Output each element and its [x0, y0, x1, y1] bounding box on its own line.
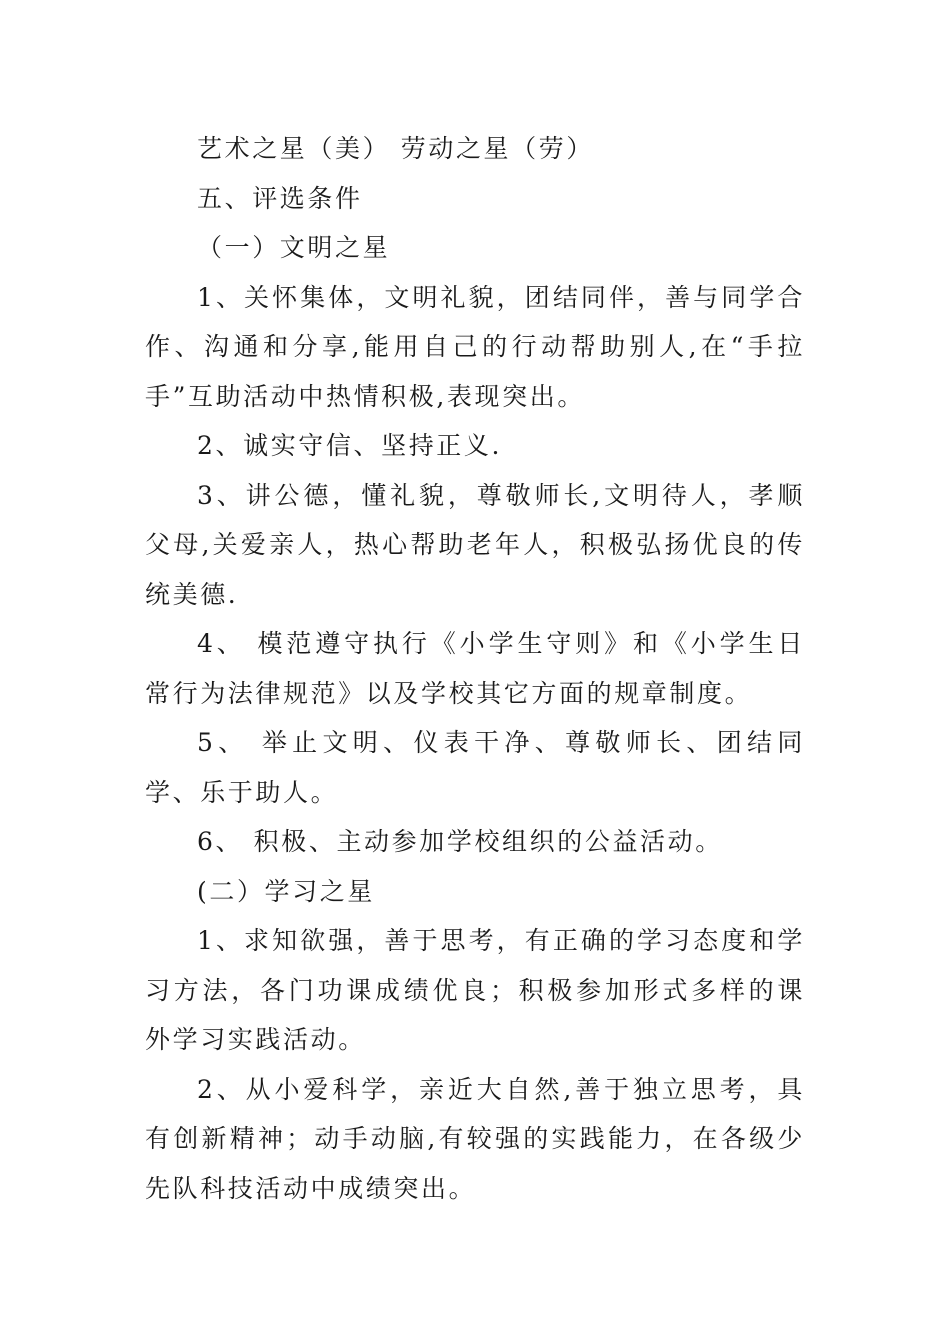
- criteria-item-6: 6、 积极、主动参加学校组织的公益活动。: [197, 827, 723, 856]
- subheading-civility-star: （一）文明之星: [197, 233, 391, 262]
- criteria-item-1: 1、关怀集体，文明礼貌，团结同伴，善与同学合作、沟通和分享,能用自己的行动帮助别人,在“手拉手”互助活动中热情积极,表现突出。: [145, 282, 805, 411]
- learning-criteria-item-2: 2、从小爱科学，亲近大自然,善于独立思考，具有创新精神；动手动脑,有较强的实践能力，在各级少先队科技活动中成绩突出。: [145, 1074, 805, 1203]
- subheading-learning-star: (二）学习之星: [197, 876, 375, 906]
- paragraph-star-categories: 艺术之星（美） 劳动之星（劳）: [197, 134, 594, 163]
- criteria-item-2: 2、诚实守信、坚持正义.: [197, 431, 503, 460]
- learning-criteria-item-1: 1、求知欲强，善于思考，有正确的学习态度和学习方法，各门功课成绩优良；积极参加形式多样的课外学习实践活动。: [145, 926, 805, 1054]
- criteria-item-3: 3、讲公德，懂礼貌，尊敬师长,文明待人，孝顺父母,关爱亲人，热心帮助老年人，积极弘扬优良的传统美德.: [145, 480, 805, 609]
- criteria-item-4: 4、 模范遵守执行《小学生守则》和《小学生日常行为法律规范》以及学校其它方面的规章制度。: [145, 629, 805, 708]
- document-body: [145, 124, 805, 1213]
- criteria-item-5: 5、 举止文明、仪表干净、尊敬师长、团结同学、乐于助人。: [145, 728, 805, 807]
- section-heading-selection-criteria: 五、评选条件: [197, 183, 363, 213]
